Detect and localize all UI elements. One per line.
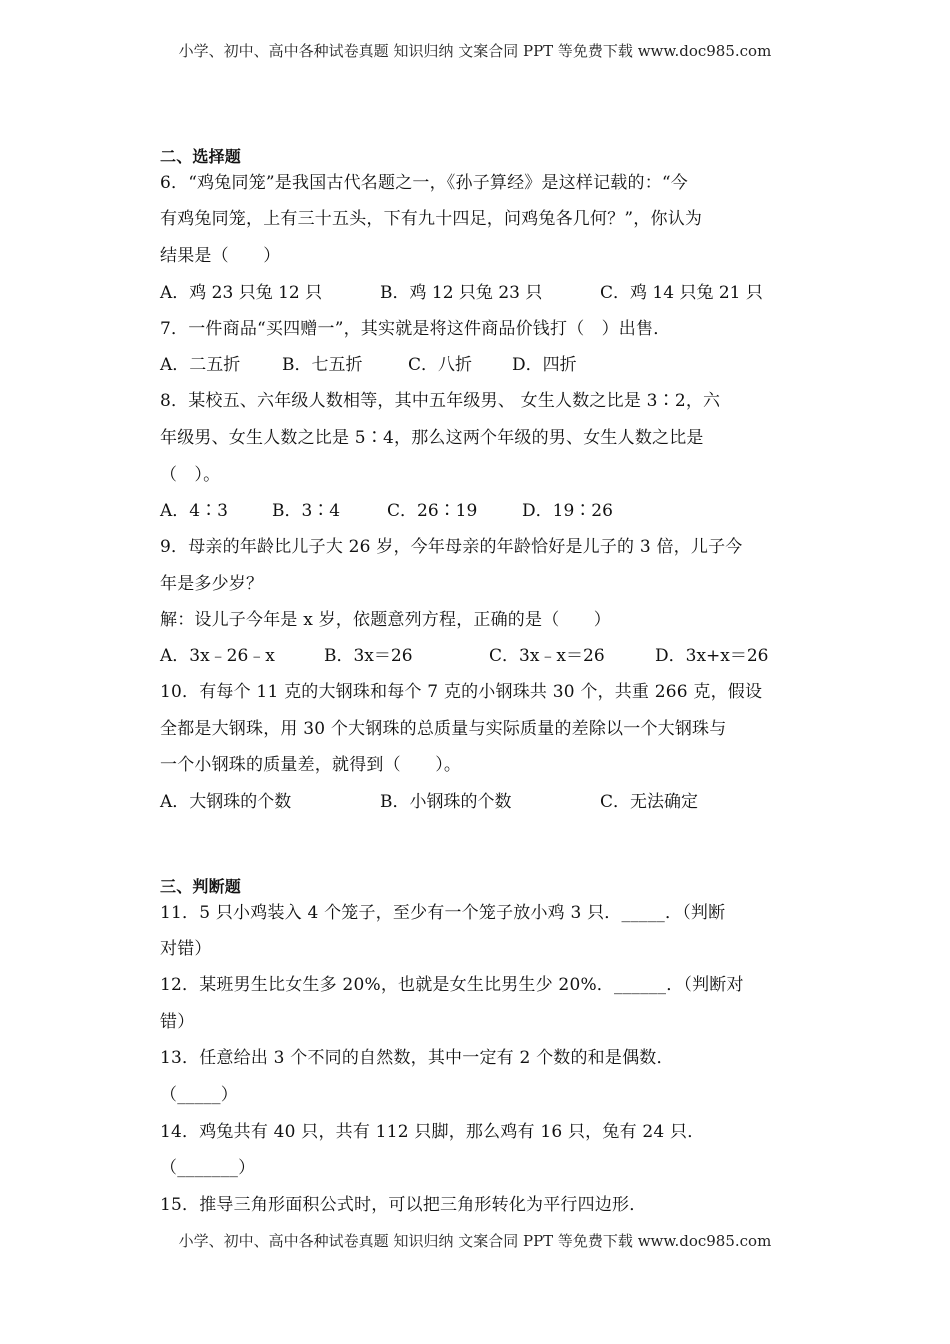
- q13-line2: （_____）: [160, 1085, 238, 1105]
- page-footer: 小学、初中、高中各种试卷真题 知识归纳 文案合同 PPT 等免费下载 www.doc985.com: [178, 1232, 772, 1250]
- q14-line2: （_______）: [160, 1158, 256, 1178]
- q8-option-c: C．26∶19: [387, 501, 478, 521]
- q9-line2: 年是多少岁？: [160, 574, 264, 594]
- q6-option-b: B．鸡 12 只兔 23 只: [380, 283, 543, 303]
- q7-option-b: B．七五折: [282, 355, 363, 375]
- q7-option-d: D．四折: [512, 355, 577, 375]
- q8-line2: 年级男、女生人数之比是 5∶4，那么这两个年级的男、女生人数之比是: [160, 428, 704, 448]
- q10-line1: 10．有每个 11 克的大钢珠和每个 7 克的小钢珠共 30 个，共重 266 克，假设: [160, 682, 763, 702]
- q10-option-c: C．无法确定: [600, 792, 699, 812]
- q11-line2: 对错）: [160, 939, 212, 959]
- q9-line1: 9．母亲的年龄比儿子大 26 岁，今年母亲的年龄恰好是儿子的 3 倍，儿子今: [160, 537, 743, 557]
- q6-line2: 有鸡兔同笼，上有三十五头，下有九十四足，问鸡兔各几何？”，你认为: [160, 209, 703, 229]
- q7-option-c: C．八折: [408, 355, 473, 375]
- q8-option-d: D．19∶26: [522, 501, 613, 521]
- q8-line1: 8．某校五、六年级人数相等，其中五年级男、 女生人数之比是 3∶2，六: [160, 391, 721, 411]
- q12-line2: 错）: [160, 1012, 195, 1032]
- q9-option-b: B．3x＝26: [324, 646, 413, 666]
- q10-option-a: A．大钢珠的个数: [160, 792, 292, 812]
- q7-line1: 7．一件商品“买四赠一”，其实就是将这件商品价钱打（ ）出售．: [160, 319, 671, 339]
- q10-line3: 一个小钢珠的质量差，就得到（ ）。: [160, 755, 462, 775]
- q13-line1: 13．任意给出 3 个不同的自然数，其中一定有 2 个数的和是偶数．: [160, 1048, 674, 1068]
- q9-option-a: A．3x﹣26﹣x: [160, 646, 275, 666]
- q10-option-b: B．小钢珠的个数: [380, 792, 512, 812]
- q6-option-a: A．鸡 23 只兔 12 只: [160, 283, 323, 303]
- q10-line2: 全都是大钢珠，用 30 个大钢珠的总质量与实际质量的差除以一个大钢珠与: [160, 719, 727, 739]
- q8-option-a: A．4∶3: [160, 501, 228, 521]
- q14-line1: 14．鸡兔共有 40 只，共有 112 只脚，那么鸡有 16 只，兔有 24 只．: [160, 1122, 705, 1142]
- q8-option-b: B．3∶4: [272, 501, 341, 521]
- q6-line1: 6．“鸡兔同笼”是我国古代名题之一，《孙子算经》是这样记载的：“今: [160, 173, 688, 193]
- section-title-choice: 二、选择题: [160, 147, 242, 166]
- q9-line3: 解：设儿子今年是 x 岁，依题意列方程，正确的是（ ）: [160, 610, 611, 630]
- q6-option-c: C．鸡 14 只兔 21 只: [600, 283, 763, 303]
- q12-line1: 12．某班男生比女生多 20%，也就是女生比男生少 20%．______．（判断对: [160, 975, 744, 995]
- q6-line3: 结果是（ ）: [160, 246, 281, 266]
- section-title-judgement: 三、判断题: [160, 877, 242, 896]
- q7-option-a: A．二五折: [160, 355, 241, 375]
- q9-option-d: D．3x+x＝26: [655, 646, 769, 666]
- q11-line1: 11．5 只小鸡装入 4 个笼子，至少有一个笼子放小鸡 3 只．_____．（判断: [160, 903, 726, 923]
- q15-line1: 15．推导三角形面积公式时，可以把三角形转化为平行四边形．: [160, 1195, 647, 1215]
- page-header: 小学、初中、高中各种试卷真题 知识归纳 文案合同 PPT 等免费下载 www.doc985.com: [178, 42, 772, 60]
- q9-option-c: C．3x﹣x＝26: [489, 646, 605, 666]
- q8-line3: （ ）。: [160, 465, 221, 485]
